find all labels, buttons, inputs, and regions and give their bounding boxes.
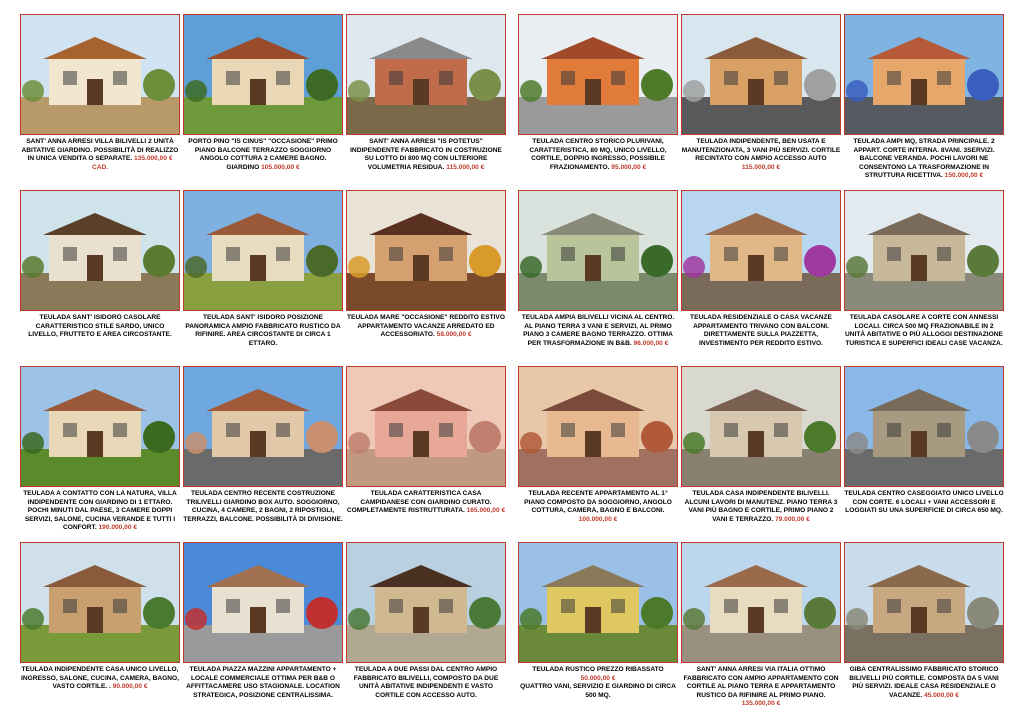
listing-price: 105.000,00 € <box>261 163 300 171</box>
listing-photo <box>346 542 506 663</box>
listing-card <box>681 542 841 718</box>
listing-card <box>681 190 841 366</box>
listing-card <box>20 190 180 366</box>
listing-description: TEULADA RESIDENZIALE O CASA VACANZE APPARTAMENTO TRIVANO CON BALCONI. DIRETTAMENTE SULLA PIAZZETTA, INVESTIMENTO PER REDDITO ESTIVO. <box>690 314 832 347</box>
listing-card <box>518 190 678 366</box>
listing-caption <box>844 311 1004 366</box>
listing-description: TEULADA CENTRO STORICO PLURIVANI, CARATTERISTICA, 80 MQ, UNICO LIVELLO, CORTILE, DOPPIO INGRESSO, POSSIBILE FRAZIONAMENTO. <box>529 138 667 171</box>
listing-caption <box>681 135 841 190</box>
listing-photo <box>681 190 841 311</box>
listing-caption <box>346 663 506 718</box>
listing-card <box>346 190 506 366</box>
photo-illustration <box>347 191 505 311</box>
listing-photo <box>844 14 1004 135</box>
listing-photo <box>681 366 841 487</box>
listing-photo <box>346 190 506 311</box>
listing-caption <box>183 487 343 542</box>
listing-price: 95.000,00 € <box>611 163 647 171</box>
listing-caption <box>518 487 678 542</box>
listing-card <box>20 366 180 542</box>
listing-caption <box>20 135 180 190</box>
listing-caption <box>183 663 343 718</box>
photo-illustration <box>519 367 677 487</box>
listing-description: SANT' ANNA ARRESI "IS POTETUS" INDIPENDENTE FABBRICATO IN COSTRUZIONE SU LOTTO DI 800 MQ CON ULTERIORE VOLUMETRIA RESIDUA. <box>350 138 502 171</box>
listing-price: 135.000,00 € CAD. <box>91 155 173 171</box>
photo-illustration <box>519 15 677 135</box>
listing-description: TEULADA A DUE PASSI DAL CENTRO AMPIO FABBRICATO BILIVELLI, COMPOSTO DA DUE UNITÀ ABITATIVE INDIPENDENTI E VASTO CORTILE CON ACCESSO AUTO. <box>353 666 499 699</box>
listing-description: TEULADA MARE "OCCASIONE" REDDITO ESTIVO APPARTAMENTO VACANZE ARREDATO ED ACCESSORIATO. <box>347 314 505 339</box>
photo-illustration <box>845 367 1003 487</box>
listing-caption <box>844 487 1004 542</box>
photo-illustration <box>21 367 179 487</box>
photo-illustration <box>21 543 179 663</box>
listing-description: TEULADA CASA INDIPENDENTE BILIVELLI. ALCUNI LAVORI DI MANUTENZ. PIANO TERRA 3 VANI PIÙ BAGNO E CORTILE, PRIMO PIANO 2 VANI E TERRAZZO. <box>684 490 838 523</box>
listing-card <box>518 14 678 190</box>
photo-illustration <box>184 543 342 663</box>
photo-illustration <box>845 543 1003 663</box>
listing-description-extra: QUATTRO VANI, SERVIZIO E GIARDINO DI CIRCA 500 MQ. <box>520 683 676 699</box>
listing-photo <box>681 542 841 663</box>
photo-illustration <box>682 191 840 311</box>
listing-card <box>681 366 841 542</box>
listing-photo <box>346 14 506 135</box>
listing-price: 150.000,00 € <box>944 171 984 179</box>
listing-price: 135.000,00 € <box>741 699 781 707</box>
photo-illustration <box>682 543 840 663</box>
listing-caption <box>20 487 180 542</box>
listing-card <box>183 542 343 718</box>
listing-card <box>20 14 180 190</box>
listing-caption <box>346 135 506 190</box>
listing-price: 115.000,00 € <box>446 163 485 171</box>
listing-caption <box>346 311 506 366</box>
listing-caption <box>681 311 841 366</box>
listing-photo <box>518 14 678 135</box>
photo-illustration <box>519 191 677 311</box>
photo-illustration <box>347 367 505 487</box>
photo-illustration <box>184 191 342 311</box>
photo-illustration <box>184 15 342 135</box>
listing-description: TEULADA AMPI MQ, STRADA PRINCIPALE. 2 APPART. CORTE INTERNA. 8VANI. 3SERVIZI. BALCONE VERANDA. POCHI LAVORI NE CONSENTONO LA TRASFORMAZIONE IN STRUTTURA RICETTIVA. <box>853 138 995 179</box>
listing-caption <box>681 487 841 542</box>
listing-description: PORTO PINO "IS CINUS" "OCCASIONE" PRIMO PIANO BALCONE TERRAZZO SOGGIORNO ANGOLO COTTURA 2 CAMERE BAGNO. GIARDINO <box>188 138 338 171</box>
right-panel <box>518 14 1004 718</box>
listing-description: SANT' ANNA ARRESI VIA ITALIA OTTIMO FABBRICATO CON AMPIO APPARTAMENTO CON CORTILE AL PIANO TERRA E APPARTAMENTO RUSTICO DA RIFINIRE AL PRIMO PIANO. <box>683 666 839 699</box>
photo-illustration <box>184 367 342 487</box>
listing-description: GIBA CENTRALISSIMO FABBRICATO STORICO BILIVELLI PIÙ CORTILE. COMPOSTA DA 5 VANI PIÙ SERVIZI. IDEALE CASA RESIDENZIALE O VACANZE. <box>849 666 999 699</box>
listing-description: TEULADA CENTRO CASEGGIATO UNICO LIVELLO CON CORTE. 6 LOCALI + VANI ACCESSORI E LOGGIATI SU UNA SUPERFICIE DI CIRCA 650 MQ. <box>844 490 1004 515</box>
listing-photo <box>844 542 1004 663</box>
listing-caption <box>518 135 678 190</box>
listing-photo <box>518 366 678 487</box>
listing-photo <box>20 542 180 663</box>
listing-price: 45.000,00 € <box>924 691 959 699</box>
listing-card <box>183 190 343 366</box>
listing-photo <box>518 542 678 663</box>
photo-illustration <box>347 15 505 135</box>
listing-caption <box>346 487 506 542</box>
listing-price: 115.000,00 € <box>741 163 781 171</box>
listing-price: 90.000,00 € <box>112 683 148 691</box>
listing-price: 165.000,00 € <box>466 507 506 515</box>
photo-illustration <box>21 15 179 135</box>
listing-description: TEULADA SANT' ISIDORO CASOLARE CARATTERISTICO STILE SARDO, UNICO LIVELLO, FRUTTETO E AREA CIRCOSTANTE. <box>28 314 172 339</box>
listing-card <box>844 190 1004 366</box>
listing-photo <box>844 190 1004 311</box>
listing-photo <box>20 366 180 487</box>
listing-card <box>346 366 506 542</box>
listing-price: 96.000,00 € <box>633 339 669 347</box>
photo-illustration <box>845 191 1003 311</box>
left-panel <box>20 14 506 718</box>
listing-photo <box>183 14 343 135</box>
listing-card <box>844 14 1004 190</box>
listing-description: TEULADA AMPIA BILIVELLI VICINA AL CENTRO. AL PIANO TERRA 3 VANI E SERVIZI, AL PRIMO PIANO 3 CAMERE BAGNO TERRAZZO. OTTIMA PER TRASFORMAZIONE IN B&B. <box>521 314 675 347</box>
listing-caption <box>183 311 343 366</box>
listing-caption <box>844 135 1004 190</box>
listing-description: TEULADA CASOLARE A CORTE CON ANNESSI LOCALI. CIRCA 500 MQ FRAZIONABILE IN 2 UNITÀ ABITATIVE O PIÙ ALLOGGI DESTINAZIONE TURISTICA E SUPERFICI IDEALI CASE VACANZA. <box>845 314 1003 347</box>
listing-description: TEULADA CENTRO RECENTE COSTRUZIONE TRILIVELLI GIARDINO BOX AUTO. SOGGIORNO, CUCINA, 4 CAMERE, 2 BAGNI, 2 RIPOSTIGLI, TERRAZZI, BALCONE. POSSIBILITÀ DI DIVISIONE. <box>183 490 343 523</box>
listing-description: TEULADA PIAZZA MAZZINI APPARTAMENTO + LOCALE COMMERCIALE OTTIMA PER B&B O AFFITTACAMERE USO STAGIONALE. LOCATION STRATEGICA, POSIZIONE CENTRALISSIMA. <box>186 666 340 699</box>
listing-photo <box>20 190 180 311</box>
listing-photo <box>20 14 180 135</box>
listing-caption <box>844 663 1004 718</box>
photo-illustration <box>347 543 505 663</box>
listing-description: TEULADA CARATTERISTICA CASA CAMPIDANESE CON GIARDINO CURATO. COMPLETAMENTE RISTRUTTURATA. <box>346 490 492 515</box>
listing-caption <box>20 663 180 718</box>
listing-description: TEULADA INDIPENDENTE CASA UNICO LIVELLO, INGRESSO, SALONE, CUCINA, CAMERA, BAGNO, VASTO CORTILE. . <box>21 666 179 691</box>
listing-price: 58.000,00 € <box>436 331 472 339</box>
listing-card <box>518 366 678 542</box>
listing-description: SANT' ANNA ARRESI VILLA BILIVELLI 2 UNITÀ ABITATIVE GIARDINO. POSSIBILITÀ DI REALIZZO IN UNICA VENDITA O SEPARATE. <box>21 138 179 163</box>
listing-photo <box>183 190 343 311</box>
listing-card <box>183 366 343 542</box>
listing-photo <box>183 542 343 663</box>
listing-caption <box>183 135 343 190</box>
listing-card <box>346 542 506 718</box>
listing-caption <box>681 663 841 718</box>
listing-caption <box>518 311 678 366</box>
listing-card <box>346 14 506 190</box>
listing-card <box>844 366 1004 542</box>
listing-price: 100.000,00 € <box>578 515 618 523</box>
listing-photo <box>681 14 841 135</box>
listing-description: TEULADA RECENTE APPARTAMENTO AL 1° PIANO COMPOSTO DA SOGGIORNO, ANGOLO COTTURA, CAMERA, BAGNO E BALCONI. <box>524 490 672 515</box>
listing-card <box>681 14 841 190</box>
photo-illustration <box>519 543 677 663</box>
listing-card <box>183 14 343 190</box>
listing-photo <box>346 366 506 487</box>
listing-card <box>518 542 678 718</box>
listing-photo <box>518 190 678 311</box>
listing-price: 79.000,00 € <box>775 515 810 523</box>
listing-description: TEULADA SANT' ISIDORO POSIZIONE PANORAMICA AMPIO FABBRICATO RUSTICO DA RIFINIRE. AREA CIRCOSTANTE DI CIRCA 1 ETTARO. <box>185 314 341 347</box>
photo-illustration <box>682 15 840 135</box>
photo-illustration <box>682 367 840 487</box>
listing-price: 190.000,00 € <box>98 523 138 531</box>
listing-description: TEULADA A CONTATTO CON LA NATURA, VILLA INDIPENDENTE CON GIARDINO DI 1 ETTARO. POCHI MINUTI DAL PAESE, 3 CAMERE DOPPI SERVIZI, SALONE, CUCINA VERANDE E TUTTI I CONFORT. <box>23 490 177 531</box>
listing-card <box>844 542 1004 718</box>
listing-photo <box>183 366 343 487</box>
photo-illustration <box>845 15 1003 135</box>
listing-description: TEULADA INDIPENDENTE, BEN USATA E MANUTENZIONATA, 3 VANI PIÙ SERVIZI. CORTILE RECINTATO CON AMPIO ACCESSO AUTO <box>681 138 841 163</box>
listing-caption <box>518 663 678 718</box>
photo-illustration <box>21 191 179 311</box>
listing-caption <box>20 311 180 366</box>
listing-photo <box>844 366 1004 487</box>
listing-price: 50.000,00 € <box>580 674 616 682</box>
listing-description: TEULADA RUSTICO PREZZO RIBASSATO <box>532 666 664 674</box>
listing-card <box>20 542 180 718</box>
